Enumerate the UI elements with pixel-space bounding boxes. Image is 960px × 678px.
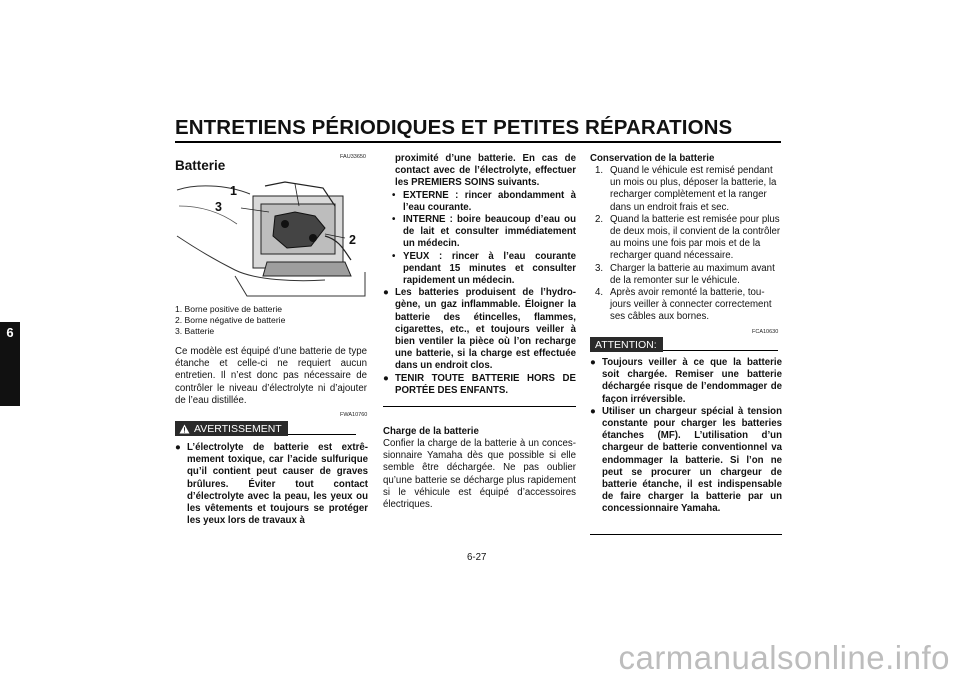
attention-rule [663, 350, 778, 351]
list-item: 3. Charger la batterie au maximum avant de la remonter sur le véhicule. [595, 262, 775, 286]
warning-continued: proximité d’une batterie. En cas de contact avec de l’électrolyte, effectuer les PREMIERS SOINS suivants. • EXTERNE : rincer abondamment à l’eau courante. • INTERNE : boire beaucoup d’eau ou de lait et consulter immédiatement un médecin. • YEUX : rincer à l’eau courante pendant 15 minutes et consulter rapidement un médecin. ● Les batteries produisent de l’hydrogène, un gaz inflammable. Éloigner la batterie des étincelles, flammes, cigarettes, etc., et toujours veiller à bien ventiler la pièce où l’on recharge une batterie, si la charge est effectuée dans un endroit clos. ● TENIR TOUTE BATTERIE HORS DE PORTÉE DES ENFANTS. [383, 153, 576, 396]
caption-item: 1. Borne positive de batterie [175, 304, 283, 314]
header-rule [175, 141, 781, 143]
callout-3: 3 [215, 200, 222, 214]
warning-triangle-icon [179, 424, 190, 434]
list-item: 1. Quand le véhicule est remisé pendant un mois ou plus, déposer la batterie, la recharger complètement et la ranger dans un endroit frais et sec. [595, 165, 777, 213]
watermark: carmanualsonline.info [618, 639, 950, 676]
callout-1: 1 [230, 184, 237, 198]
bullet-dot-icon: ● [175, 442, 181, 453]
bullet-dot-icon: ● [590, 405, 596, 417]
warning-header [175, 421, 356, 436]
storage-heading: Conservation de la batterie [590, 153, 715, 164]
attention-code: FCA10630 [752, 329, 779, 335]
page-title: ENTRETIENS PÉRIODIQUES ET PETITES RÉPARATIONS [175, 116, 733, 139]
callout-2: 2 [349, 233, 356, 247]
attention-label: ATTENTION: [595, 338, 657, 351]
attention-bullets: ● Toujours veiller à ce que la batterie soit chargée. Remiser une batterie déchargée risque de l’endommager de façon irréversible. ● Utiliser un chargeur spécial à tension constante pour charger les batteries étanches (MF). L’utilisation d’un chargeur de batterie conventionnel va endommager la batterie. Si l’on ne peut se procurer un chargeur de batterie étanche, il est indispensable de faire charger la batterie par un concessionnaire Yamaha. [590, 357, 782, 515]
attention-end-rule [590, 534, 782, 535]
battery-illustration [175, 176, 368, 300]
bullet-dot-icon: ● [383, 287, 389, 299]
warning-code: FWA10760 [340, 412, 368, 418]
warning-rule [288, 434, 356, 435]
list-item: 4. Après avoir remonté la batterie, toujours veiller à connecter correctement ses câbles aux bornes. [595, 287, 772, 323]
chapter-tab: 6 [0, 322, 20, 406]
bullet-dot-icon: ● [590, 357, 596, 368]
first-aid-list [383, 190, 576, 288]
warning-label: AVERTISSEMENT [194, 422, 282, 435]
list-item: • YEUX : rincer à l’eau courante pendant 15 minutes et consulter rapidement un médecin. [392, 250, 576, 287]
charge-heading: Charge de la batterie [383, 426, 479, 437]
list-item: • EXTERNE : rincer abondamment à l’eau courante. [392, 189, 576, 213]
attention-badge [590, 337, 663, 352]
list-item: 2. Quand la batterie est remisée pour plus de deux mois, il convient de la contrôler au moins une fois par mois et de la recharger quand nécessaire. [595, 213, 781, 262]
section-code: FAU33650 [340, 154, 366, 160]
page-number: 6-27 [467, 552, 487, 563]
warning-badge [175, 421, 288, 436]
caption-item: 3. Batterie [175, 326, 215, 336]
caption-item: 2. Borne négative de batterie [175, 315, 286, 325]
section-title: Batterie [175, 158, 226, 173]
warning-end-rule [383, 406, 576, 407]
bullet-dot-icon: ● [383, 372, 389, 384]
warning-bullet: ● L’électrolyte de batterie est extrêmement toxique, car l’acide sulfurique qu’il contient peut causer de graves brûlures. Éviter tout contact d’électrolyte avec la peau, les yeux ou les vêtements et toujours se protéger les yeux lors de travaux à [175, 442, 368, 527]
list-item: • INTERNE : boire beaucoup d’eau ou de lait et consulter immédiatement un médecin. [392, 214, 576, 250]
storage-steps [590, 165, 782, 324]
attention-header [590, 337, 778, 352]
charge-paragraph: Confier la charge de la batterie à un concessionnaire Yamaha dès que possible si elle semble être déchargée. Ne pas oublier qu’une batterie se décharge plus rapidement si le véhicule est équipé d’accessoires électriques. [383, 438, 576, 511]
figure-captions [175, 304, 285, 337]
intro-paragraph: Ce modèle est équipé d’une batterie de type étanche et celle-ci ne requiert aucun entretien. Il n’est donc pas nécessaire de contrôler le niveau d’électrolyte ni d’ajouter de l’eau distillée. [175, 346, 367, 406]
